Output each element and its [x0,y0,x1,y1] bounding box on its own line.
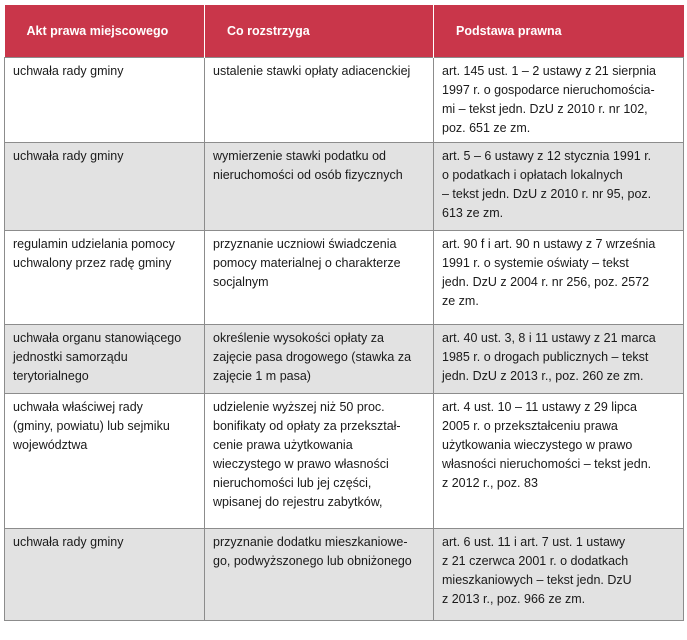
cell-decides: przyznanie uczniowi świadczenia pomocy materialnej o charakterze socjalnym [205,231,434,325]
cell-decides: udzielenie wyższej niż 50 proc. bonifikaty od opłaty za przekształ- cenie prawa użytkowania wieczystego w prawo własności nieruchomości lub jej części, wpisanej do rejestru zabytków, [205,394,434,529]
table-row [5,394,684,529]
table-row [5,529,684,621]
header-basis: Podstawa prawna [434,5,684,58]
header-decides: Co rozstrzyga [205,5,434,58]
cell-decides: ustalenie stawki opłaty adiacenckiej [205,58,434,143]
cell-act: uchwała właściwej rady (gminy, powiatu) lub sejmiku województwa [5,394,205,529]
table-row [5,58,684,143]
cell-basis: art. 145 ust. 1 – 2 ustawy z 21 sierpnia 1997 r. o gospodarce nieruchomościa- mi – tekst jedn. DzU z 2010 r. nr 102, poz. 651 ze zm. [434,58,684,143]
cell-act: uchwała rady gminy [5,58,205,143]
legal-acts-table [4,5,684,621]
cell-basis: art. 6 ust. 11 i art. 7 ust. 1 ustawy z 21 czerwca 2001 r. o dodatkach mieszkaniowych – tekst jedn. DzU z 2013 r., poz. 966 ze zm. [434,529,684,621]
cell-decides: wymierzenie stawki podatku od nieruchomości od osób fizycznych [205,143,434,231]
cell-basis: art. 4 ust. 10 – 11 ustawy z 29 lipca 2005 r. o przekształceniu prawa użytkowania wieczystego w prawo własności nieruchomości – tekst jedn. z 2012 r., poz. 83 [434,394,684,529]
table-row [5,325,684,394]
cell-basis: art. 40 ust. 3, 8 i 11 ustawy z 21 marca 1985 r. o drogach publicznych – tekst jedn. DzU z 2013 r., poz. 260 ze zm. [434,325,684,394]
header-act: Akt prawa miejscowego [5,5,205,58]
cell-act: uchwała rady gminy [5,143,205,231]
cell-decides: określenie wysokości opłaty za zajęcie pasa drogowego (stawka za zajęcie 1 m pasa) [205,325,434,394]
table-row [5,231,684,325]
cell-act: uchwała organu stanowiącego jednostki samorządu terytorialnego [5,325,205,394]
cell-act: uchwała rady gminy [5,529,205,621]
cell-basis: art. 90 f i art. 90 n ustawy z 7 września 1991 r. o systemie oświaty – tekst jedn. DzU z 2004 r. nr 256, poz. 2572 ze zm. [434,231,684,325]
table-header-row [5,5,684,58]
cell-act: regulamin udzielania pomocy uchwalony przez radę gminy [5,231,205,325]
cell-basis: art. 5 – 6 ustawy z 12 stycznia 1991 r. o podatkach i opłatach lokalnych – tekst jedn. DzU z 2010 r. nr 95, poz. 613 ze zm. [434,143,684,231]
table-row [5,143,684,231]
cell-decides: przyznanie dodatku mieszkaniowe- go, podwyższonego lub obniżonego [205,529,434,621]
